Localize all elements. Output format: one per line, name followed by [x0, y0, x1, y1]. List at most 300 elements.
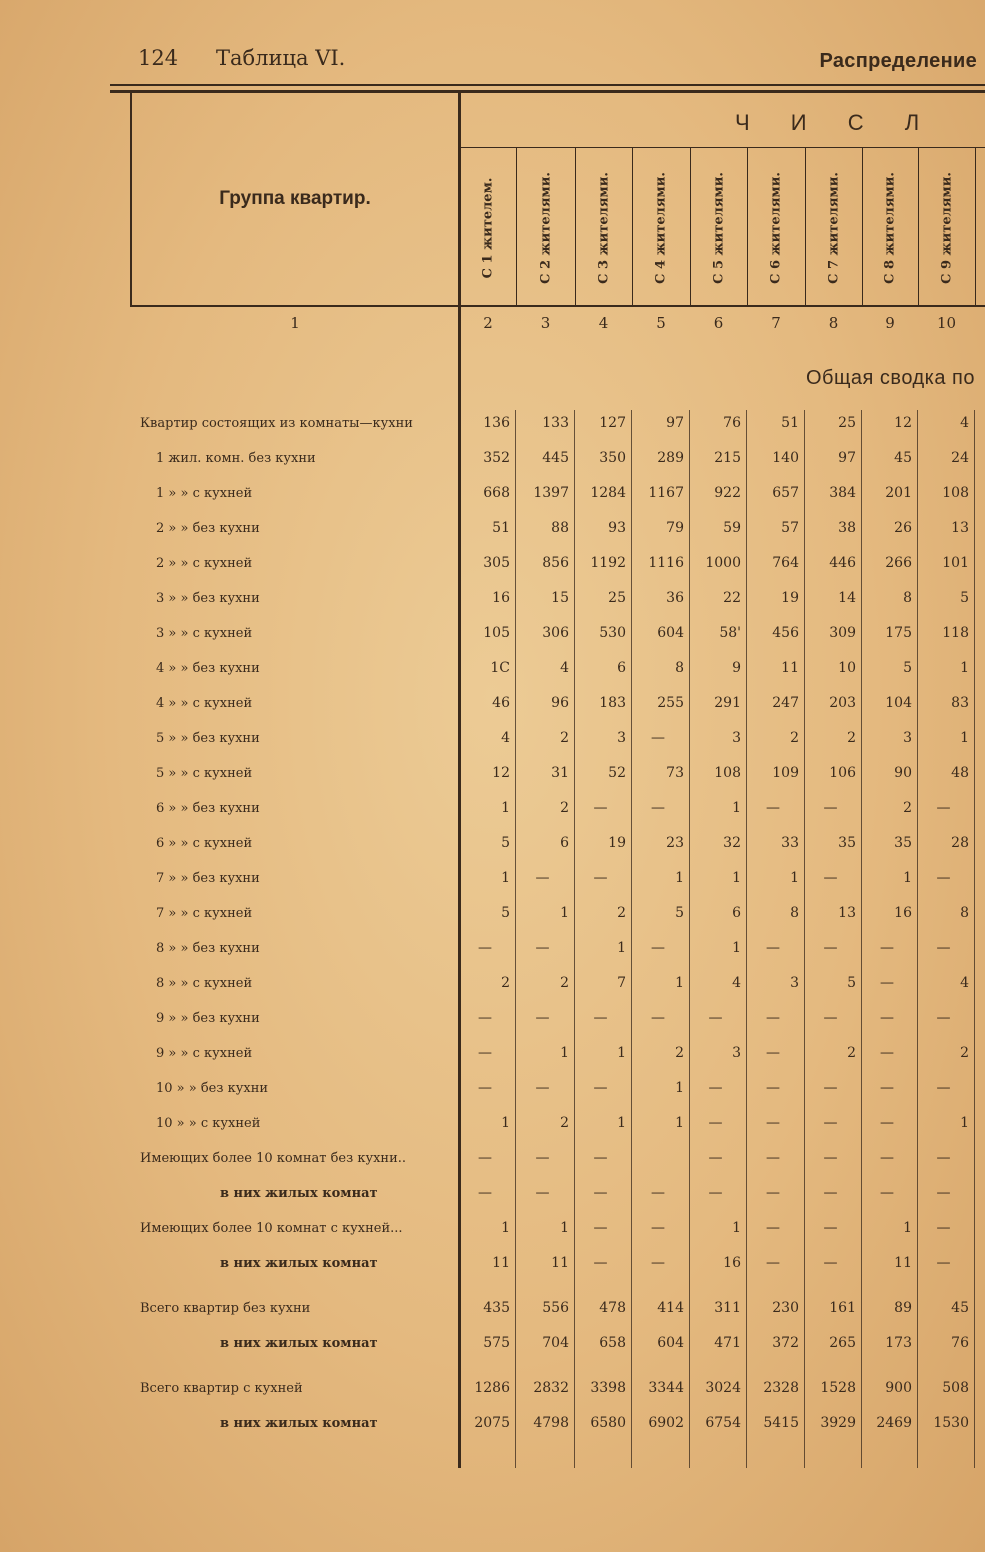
column-number: 1 [290, 314, 300, 332]
column-header-cell [575, 150, 632, 305]
table-cell: 15 [551, 590, 569, 606]
table-cell: 11 [492, 1255, 510, 1271]
table-cell: 1 [560, 905, 569, 921]
table-cell: 4 [960, 415, 969, 431]
row-label: 2 » » без кухни [156, 521, 260, 536]
row-label: 3 » » с кухней [156, 626, 253, 641]
table-cell: 3 [732, 730, 741, 746]
table-cell: — [823, 1255, 838, 1271]
table-cell: 16 [894, 905, 912, 921]
table-cell: 7 [617, 975, 626, 991]
table-cell: 13 [838, 905, 856, 921]
table-cell: 127 [599, 415, 626, 431]
table-cell: 203 [829, 695, 856, 711]
table-cell: — [651, 1010, 665, 1026]
row-label: 1 » » с кухней [156, 486, 253, 501]
row-label: 4 » » с кухней [156, 696, 253, 711]
table-cell: 1 [617, 940, 626, 956]
table-cell: 4 [732, 975, 741, 991]
table-cell: 1 [675, 1115, 684, 1131]
top-double-rule-1 [110, 84, 985, 86]
table-cell: 1 [501, 1220, 510, 1236]
row-label: 7 » » без кухни [156, 871, 260, 886]
row-label: в них жилых комнат [220, 1336, 378, 1351]
table-cell: 508 [942, 1380, 969, 1396]
table-cell: 1192 [590, 555, 626, 571]
table-cell: 1116 [648, 555, 684, 571]
table-cell: 922 [714, 485, 741, 501]
table-cell: — [593, 870, 608, 886]
table-cell: 2 [960, 1045, 969, 1061]
row-label: 5 » » без кухни [156, 731, 260, 746]
table-cell: 1 [903, 1220, 912, 1236]
table-cell: — [766, 1220, 780, 1236]
table-cell: 11 [894, 1255, 912, 1271]
row-label: в них жилых комнат [220, 1256, 378, 1271]
row-label: 8 » » с кухней [156, 976, 253, 991]
table-cell: — [823, 800, 838, 816]
table-cell: 4798 [533, 1415, 569, 1431]
table-cell: — [936, 1080, 951, 1096]
table-cell: 38 [838, 520, 856, 536]
table-cell: 1 [675, 975, 684, 991]
top-double-rule-2 [110, 90, 985, 93]
table-cell: 35 [838, 835, 856, 851]
table-cell: 658 [599, 1335, 626, 1351]
table-cell: — [535, 1080, 550, 1096]
row-label: 8 » » без кухни [156, 941, 260, 956]
table-cell: 478 [599, 1300, 626, 1316]
table-cell: — [593, 1185, 608, 1201]
table-cell: 8 [960, 905, 969, 921]
number-label-rule [460, 147, 985, 148]
table-cell: — [936, 1185, 951, 1201]
table-cell: 1 [617, 1045, 626, 1061]
table-cell: 266 [885, 555, 912, 571]
table-cell: 58' [719, 625, 741, 641]
table-cell: 5 [903, 660, 912, 676]
table-cell: 73 [666, 765, 684, 781]
row-label: Имеющих более 10 комнат без кухни.. [140, 1151, 407, 1166]
column-header: С 1 жителем. [480, 177, 496, 278]
table-cell: 556 [542, 1300, 569, 1316]
table-cell: 435 [483, 1300, 510, 1316]
table-cell: — [880, 1185, 894, 1201]
table-cell: 24 [951, 450, 969, 466]
table-cell: 51 [781, 415, 799, 431]
table-cell: 136 [483, 415, 510, 431]
table-cell: 5 [847, 975, 856, 991]
table-cell: — [823, 870, 838, 886]
table-cell: — [478, 1045, 492, 1061]
table-cell: 1 [675, 1080, 684, 1096]
table-title: Таблица VI. [216, 46, 346, 70]
table-cell: 604 [657, 625, 684, 641]
table-cell: 105 [483, 625, 510, 641]
table-cell: — [823, 1185, 838, 1201]
table-cell: 1284 [590, 485, 626, 501]
table-cell: — [651, 940, 665, 956]
table-cell: 1 [732, 800, 741, 816]
table-cell: 1 [501, 800, 510, 816]
row-label: Квартир состоящих из комнаты—кухни [140, 416, 413, 431]
table-cell: 305 [483, 555, 510, 571]
column-header-cell [862, 150, 918, 305]
table-cell: — [535, 1010, 550, 1026]
row-label: 5 » » с кухней [156, 766, 253, 781]
column-header-cell [516, 150, 575, 305]
table-cell: 19 [781, 590, 799, 606]
table-cell: 109 [772, 765, 799, 781]
table-cell: 173 [885, 1335, 912, 1351]
table-cell: 46 [492, 695, 510, 711]
row-label: 6 » » с кухней [156, 836, 253, 851]
table-cell: 6902 [648, 1415, 684, 1431]
table-cell: 456 [772, 625, 799, 641]
table-cell: 4 [560, 660, 569, 676]
column-header: С 4 жителями. [653, 171, 669, 284]
table-cell: 1 [732, 1220, 741, 1236]
table-cell: 1 [960, 1115, 969, 1131]
table-cell: 1528 [820, 1380, 856, 1396]
table-cell: 446 [829, 555, 856, 571]
column-header-cell [632, 150, 690, 305]
table-cell: 1 [960, 660, 969, 676]
table-cell: 25 [608, 590, 626, 606]
table-cell: — [880, 1115, 894, 1131]
row-label: 9 » » с кухней [156, 1046, 253, 1061]
table-cell: — [593, 1150, 608, 1166]
table-cell: 101 [942, 555, 969, 571]
table-cell: 19 [608, 835, 626, 851]
table-cell: 183 [599, 695, 626, 711]
table-cell: 11 [551, 1255, 569, 1271]
table-cell: 12 [894, 415, 912, 431]
table-cell: 2 [560, 730, 569, 746]
table-cell: — [936, 940, 951, 956]
table-cell: 247 [772, 695, 799, 711]
table-cell: 1530 [933, 1415, 969, 1431]
table-cell: — [880, 1045, 894, 1061]
row-label: Всего квартир без кухни [140, 1301, 311, 1316]
table-cell: — [880, 1150, 894, 1166]
table-cell: 2 [617, 905, 626, 921]
table-cell: — [766, 1080, 780, 1096]
table-cell: 22 [723, 590, 741, 606]
table-cell: 5415 [763, 1415, 799, 1431]
table-cell: 2328 [763, 1380, 799, 1396]
table-cell: — [823, 1150, 838, 1166]
table-cell: — [478, 1150, 492, 1166]
table-cell: 25 [838, 415, 856, 431]
table-cell: 1 [560, 1220, 569, 1236]
table-cell: — [766, 800, 780, 816]
table-cell: 201 [885, 485, 912, 501]
table-cell: — [880, 940, 894, 956]
table-cell: — [593, 1255, 608, 1271]
table-cell: 59 [723, 520, 741, 536]
column-header-cell [747, 150, 805, 305]
table-cell: 230 [772, 1300, 799, 1316]
row-label: 9 » » без кухни [156, 1011, 260, 1026]
table-cell: 10 [838, 660, 856, 676]
table-cell: 3344 [648, 1380, 684, 1396]
table-cell: 76 [951, 1335, 969, 1351]
table-cell: 445 [542, 450, 569, 466]
table-cell: — [766, 1185, 780, 1201]
column-header-cell [460, 150, 516, 305]
table-cell: 16 [492, 590, 510, 606]
number-label: Ч И С Л [735, 110, 920, 135]
table-cell: 1397 [533, 485, 569, 501]
column-header: С 8 жителями. [882, 171, 898, 284]
table-cell: 5 [501, 905, 510, 921]
table-cell: — [478, 940, 492, 956]
table-cell: 88 [551, 520, 569, 536]
row-label: 10 » » без кухни [156, 1081, 269, 1096]
table-cell: — [766, 940, 780, 956]
table-cell: 764 [772, 555, 799, 571]
section-title: Общая сводка по [805, 367, 975, 389]
table-cell: 133 [542, 415, 569, 431]
table-cell: 140 [772, 450, 799, 466]
column-number: 6 [713, 314, 724, 332]
table-cell: 350 [599, 450, 626, 466]
table-cell: — [936, 1220, 951, 1236]
table-cell: 856 [542, 555, 569, 571]
table-cell: 45 [951, 1300, 969, 1316]
table-cell: 414 [657, 1300, 684, 1316]
table-cell: 32 [723, 835, 741, 851]
table-cell: — [880, 975, 894, 991]
table-cell: 2 [560, 1115, 569, 1131]
table-cell: 5 [675, 905, 684, 921]
row-label: в них жилых комнат [220, 1416, 378, 1431]
table-cell: — [708, 1115, 723, 1131]
table-cell: — [535, 940, 550, 956]
table-cell: — [593, 800, 608, 816]
table-cell: 36 [666, 590, 684, 606]
table-cell: — [708, 1080, 723, 1096]
table-cell: 8 [903, 590, 912, 606]
table-cell: 76 [723, 415, 741, 431]
table-cell: 3024 [705, 1380, 741, 1396]
table-cell: 33 [781, 835, 799, 851]
table-cell: — [535, 870, 550, 886]
table-cell: 1 [732, 870, 741, 886]
table-cell: 51 [492, 520, 510, 536]
row-label: 10 » » с кухней [156, 1116, 261, 1131]
table-cell: 352 [483, 450, 510, 466]
row-label: 7 » » с кухней [156, 906, 253, 921]
table-cell: — [651, 1255, 665, 1271]
running-title: Распределение [819, 50, 977, 72]
table-cell: 45 [894, 450, 912, 466]
row-label: в них жилых комнат [220, 1186, 378, 1201]
column-header-cell [805, 150, 862, 305]
table-cell: 9 [732, 660, 741, 676]
column-number: 3 [540, 314, 551, 332]
table-cell: 1 [501, 1115, 510, 1131]
table-cell: 704 [542, 1335, 569, 1351]
row-label: Всего квартир с кухней [140, 1381, 303, 1396]
table-cell: 1 [960, 730, 969, 746]
table-cell: 306 [542, 625, 569, 641]
table-cell: 6 [617, 660, 626, 676]
table-cell: 1C [490, 660, 510, 676]
table-cell: 3 [617, 730, 626, 746]
column-header: С 3 жителями. [596, 171, 611, 284]
table-cell: 90 [894, 765, 912, 781]
table-cell: — [766, 1255, 780, 1271]
table-cell: — [535, 1185, 550, 1201]
table-cell: 2 [903, 800, 912, 816]
table-cell: — [823, 1220, 838, 1236]
table-cell: — [936, 1255, 951, 1271]
column-header: С 7 жителями. [826, 171, 841, 284]
table-cell: 104 [885, 695, 912, 711]
group-column-header: Группа квартир. [219, 188, 371, 209]
column-number: 5 [656, 314, 666, 332]
table-cell: 6754 [705, 1415, 741, 1431]
table-cell: 89 [894, 1300, 912, 1316]
table-cell: 6 [560, 835, 569, 851]
page-number: 124 [138, 46, 179, 70]
row-label: 6 » » без кухни [156, 801, 260, 816]
column-number: 4 [598, 314, 609, 332]
column-header-cell [918, 150, 975, 305]
table-cell: 52 [608, 765, 626, 781]
table-cell: 1 [732, 940, 741, 956]
column-number: 9 [885, 314, 895, 332]
table-cell: — [593, 1010, 608, 1026]
table-cell: 5 [501, 835, 510, 851]
table-cell: 79 [666, 520, 684, 536]
table-cell: 2 [675, 1045, 684, 1061]
table-cell: — [766, 1115, 780, 1131]
table-cell: 2469 [876, 1415, 912, 1431]
table-cell: — [651, 1185, 665, 1201]
column-header: С 6 жителями. [768, 171, 784, 284]
table-cell: 12 [492, 765, 510, 781]
table-cell: 8 [675, 660, 684, 676]
table-cell: 93 [608, 520, 626, 536]
table-cell: — [766, 1010, 780, 1026]
table-cell: — [823, 1010, 838, 1026]
table-cell: — [478, 1010, 492, 1026]
table-cell: 311 [714, 1300, 741, 1316]
row-label: 3 » » без кухни [156, 591, 260, 606]
table-cell: 8 [790, 905, 799, 921]
table-cell: 2 [847, 730, 856, 746]
table-cell: 2 [560, 800, 569, 816]
table-cell: 13 [951, 520, 969, 536]
table-cell: 657 [772, 485, 799, 501]
table-cell: 4 [960, 975, 969, 991]
table-cell: 1167 [648, 485, 684, 501]
table-cell: — [880, 1080, 894, 1096]
table-cell: — [651, 800, 665, 816]
table-cell: 1 [501, 870, 510, 886]
table-cell: 83 [951, 695, 969, 711]
table-cell: 11 [781, 660, 799, 676]
table-cell: 106 [829, 765, 856, 781]
table-cell: 108 [714, 765, 741, 781]
table-cell: 28 [951, 835, 969, 851]
table-cell: — [823, 1080, 838, 1096]
table-cell: 2 [790, 730, 799, 746]
table-cell: 6580 [590, 1415, 626, 1431]
table-cell: — [823, 940, 838, 956]
table-cell: 35 [894, 835, 912, 851]
table-cell: — [936, 1010, 951, 1026]
table-cell: 3398 [590, 1380, 626, 1396]
table-cell: 26 [894, 520, 912, 536]
table-cell: 2075 [474, 1415, 510, 1431]
table-cell: — [880, 1010, 894, 1026]
row-label: 1 жил. комн. без кухни [156, 451, 316, 466]
table-cell: 668 [483, 485, 510, 501]
header-bottom-rule [130, 305, 985, 307]
table-cell: 2 [560, 975, 569, 991]
column-number: 8 [828, 314, 839, 332]
table-cell: — [766, 1150, 780, 1166]
table-cell: 384 [829, 485, 856, 501]
column-header: С 9 жителями. [939, 171, 954, 284]
table-cell: — [651, 1220, 665, 1236]
table-cell: 14 [838, 590, 856, 606]
table-cell: — [708, 1010, 723, 1026]
table-cell: 255 [657, 695, 684, 711]
column-number: 2 [483, 314, 493, 332]
column-header: С 5 жителями. [711, 171, 726, 284]
table-cell: — [823, 1115, 838, 1131]
table-cell: 97 [838, 450, 856, 466]
table-cell: — [708, 1150, 723, 1166]
table-cell: 575 [483, 1335, 510, 1351]
table-cell: 108 [942, 485, 969, 501]
table-cell: — [936, 1150, 951, 1166]
table-cell: 96 [551, 695, 569, 711]
table-cell: 1 [790, 870, 799, 886]
body-column-rule [974, 410, 975, 1468]
table-cell: 291 [714, 695, 741, 711]
table-cell: 16 [723, 1255, 741, 1271]
table-cell: — [593, 1080, 608, 1096]
table-cell: 2 [847, 1045, 856, 1061]
table-cell: 471 [714, 1335, 741, 1351]
table-cell: 265 [829, 1335, 856, 1351]
table-cell: — [651, 730, 665, 746]
row-label: 4 » » без кухни [156, 661, 260, 676]
table-cell: — [478, 1185, 492, 1201]
row-label: 2 » » с кухней [156, 556, 253, 571]
table-cell: 6 [732, 905, 741, 921]
table-cell: — [478, 1080, 492, 1096]
table-cell: 5 [960, 590, 969, 606]
table-cell: 1 [675, 870, 684, 886]
table-cell: — [535, 1150, 550, 1166]
table-cell: — [936, 800, 951, 816]
table-cell: 2 [501, 975, 510, 991]
table-cell: 1 [617, 1115, 626, 1131]
table-cell: 175 [885, 625, 912, 641]
table-cell: 1000 [705, 555, 741, 571]
table-cell: 215 [714, 450, 741, 466]
column-number: 7 [771, 314, 781, 332]
table-cell: 161 [829, 1300, 856, 1316]
table-cell: 3 [732, 1045, 741, 1061]
